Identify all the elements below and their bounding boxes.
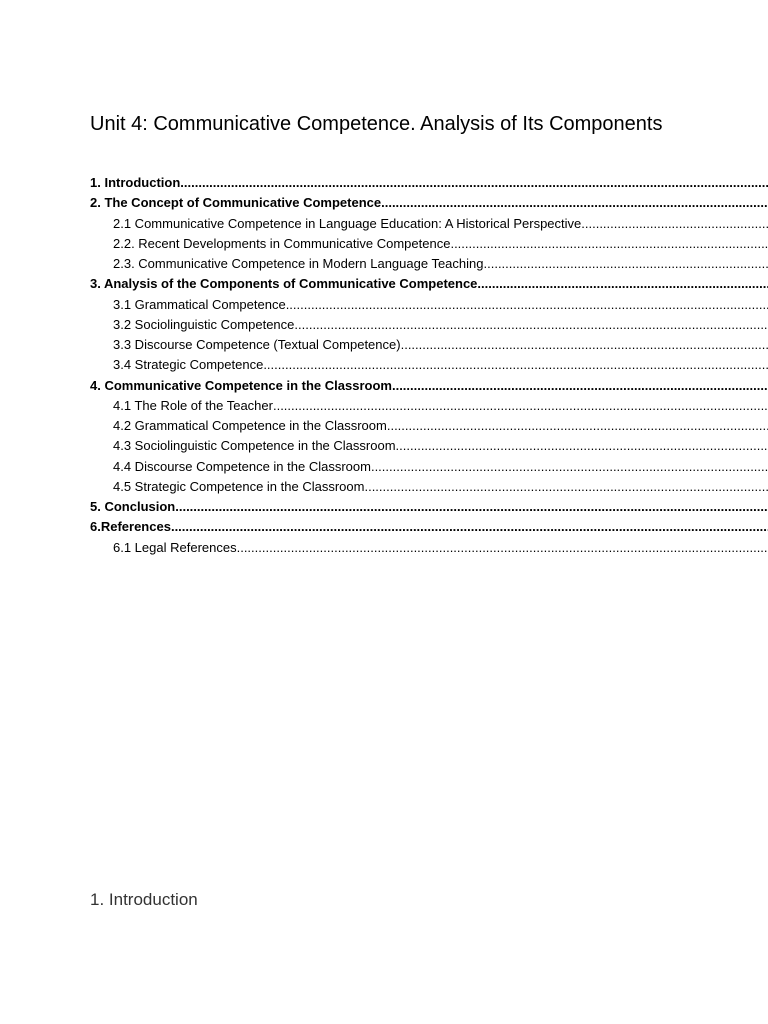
toc-dot-leader bbox=[294, 315, 768, 335]
toc-entry[interactable] bbox=[90, 416, 768, 436]
toc-entry[interactable] bbox=[90, 295, 768, 315]
toc-entry-label: 4.1 The Role of the Teacher bbox=[113, 397, 273, 413]
toc-entry-label: 2.1 Communicative Competence in Language Education: A Historical Perspective bbox=[113, 215, 582, 231]
toc-dot-leader bbox=[392, 376, 768, 396]
toc-entry[interactable] bbox=[90, 477, 768, 497]
toc-entry-label: 3.3 Discourse Competence (Textual Competence) bbox=[113, 337, 401, 352]
toc-entry[interactable] bbox=[90, 173, 768, 193]
toc-dot-leader bbox=[180, 173, 768, 193]
table-of-contents bbox=[90, 173, 768, 558]
toc-entry[interactable] bbox=[90, 254, 768, 274]
toc-entry-label: 4.4 Discourse Competence in the Classroom bbox=[113, 458, 371, 474]
toc-dot-leader bbox=[450, 234, 768, 254]
toc-entry-label: 3.1 Grammatical Competence bbox=[113, 296, 286, 312]
toc-entry[interactable] bbox=[90, 355, 768, 375]
toc-dot-leader bbox=[381, 193, 768, 213]
toc-dot-leader bbox=[477, 274, 768, 294]
toc-dot-leader bbox=[401, 335, 768, 355]
section-heading-introduction: 1. Introduction bbox=[90, 890, 198, 909]
toc-entry[interactable] bbox=[90, 376, 768, 396]
toc-entry-label: 1. Introduction bbox=[90, 175, 181, 190]
toc-entry-label: 6.References bbox=[90, 519, 171, 535]
toc-entry[interactable] bbox=[90, 274, 768, 294]
toc-dot-leader bbox=[171, 517, 768, 537]
toc-dot-leader bbox=[371, 457, 768, 477]
toc-dot-leader bbox=[387, 416, 768, 436]
toc-dot-leader bbox=[581, 214, 768, 234]
toc-entry-label: 3. Analysis of the Components of Communicative Competence bbox=[90, 276, 478, 292]
toc-entry[interactable] bbox=[90, 538, 768, 558]
toc-entry[interactable] bbox=[90, 457, 768, 477]
toc-dot-leader bbox=[396, 436, 768, 456]
toc-dot-leader bbox=[273, 396, 768, 416]
toc-entry[interactable] bbox=[90, 517, 768, 537]
toc-entry-label: 4.3 Sociolinguistic Competence in the Classroom bbox=[113, 438, 396, 454]
toc-entry[interactable] bbox=[90, 315, 768, 335]
toc-entry-label: 3.4 Strategic Competence bbox=[113, 357, 264, 373]
toc-dot-leader bbox=[175, 497, 768, 517]
toc-entry-label: 2.2. Recent Developments in Communicative Competence bbox=[113, 235, 451, 251]
toc-dot-leader bbox=[286, 295, 768, 315]
toc-entry[interactable] bbox=[90, 234, 768, 254]
toc-entry[interactable] bbox=[90, 497, 768, 517]
toc-dot-leader bbox=[263, 355, 768, 375]
toc-entry-label: 4.2 Grammatical Competence in the Classroom bbox=[113, 418, 387, 433]
toc-entry-label: 3.2 Sociolinguistic Competence bbox=[113, 316, 295, 332]
toc-entry[interactable] bbox=[90, 396, 768, 416]
toc-entry-label: 5. Conclusion bbox=[90, 499, 176, 514]
toc-entry-label: 6.1 Legal References bbox=[113, 539, 237, 555]
toc-entry-label: 4. Communicative Competence in the Classroom bbox=[90, 377, 392, 393]
toc-entry-label: 2.3. Communicative Competence in Modern Language Teaching bbox=[113, 256, 484, 271]
toc-entry[interactable] bbox=[90, 214, 768, 234]
toc-entry[interactable] bbox=[90, 193, 768, 213]
toc-entry-label: 4.5 Strategic Competence in the Classroom bbox=[113, 478, 365, 494]
toc-entry[interactable] bbox=[90, 436, 768, 456]
toc-entry[interactable] bbox=[90, 335, 768, 355]
toc-dot-leader bbox=[237, 538, 768, 558]
document-title: Unit 4: Communicative Competence. Analysis of Its Components bbox=[90, 113, 663, 135]
toc-dot-leader bbox=[364, 477, 768, 497]
toc-entry-label: 2. The Concept of Communicative Competence bbox=[90, 195, 382, 211]
toc-dot-leader bbox=[484, 254, 768, 274]
